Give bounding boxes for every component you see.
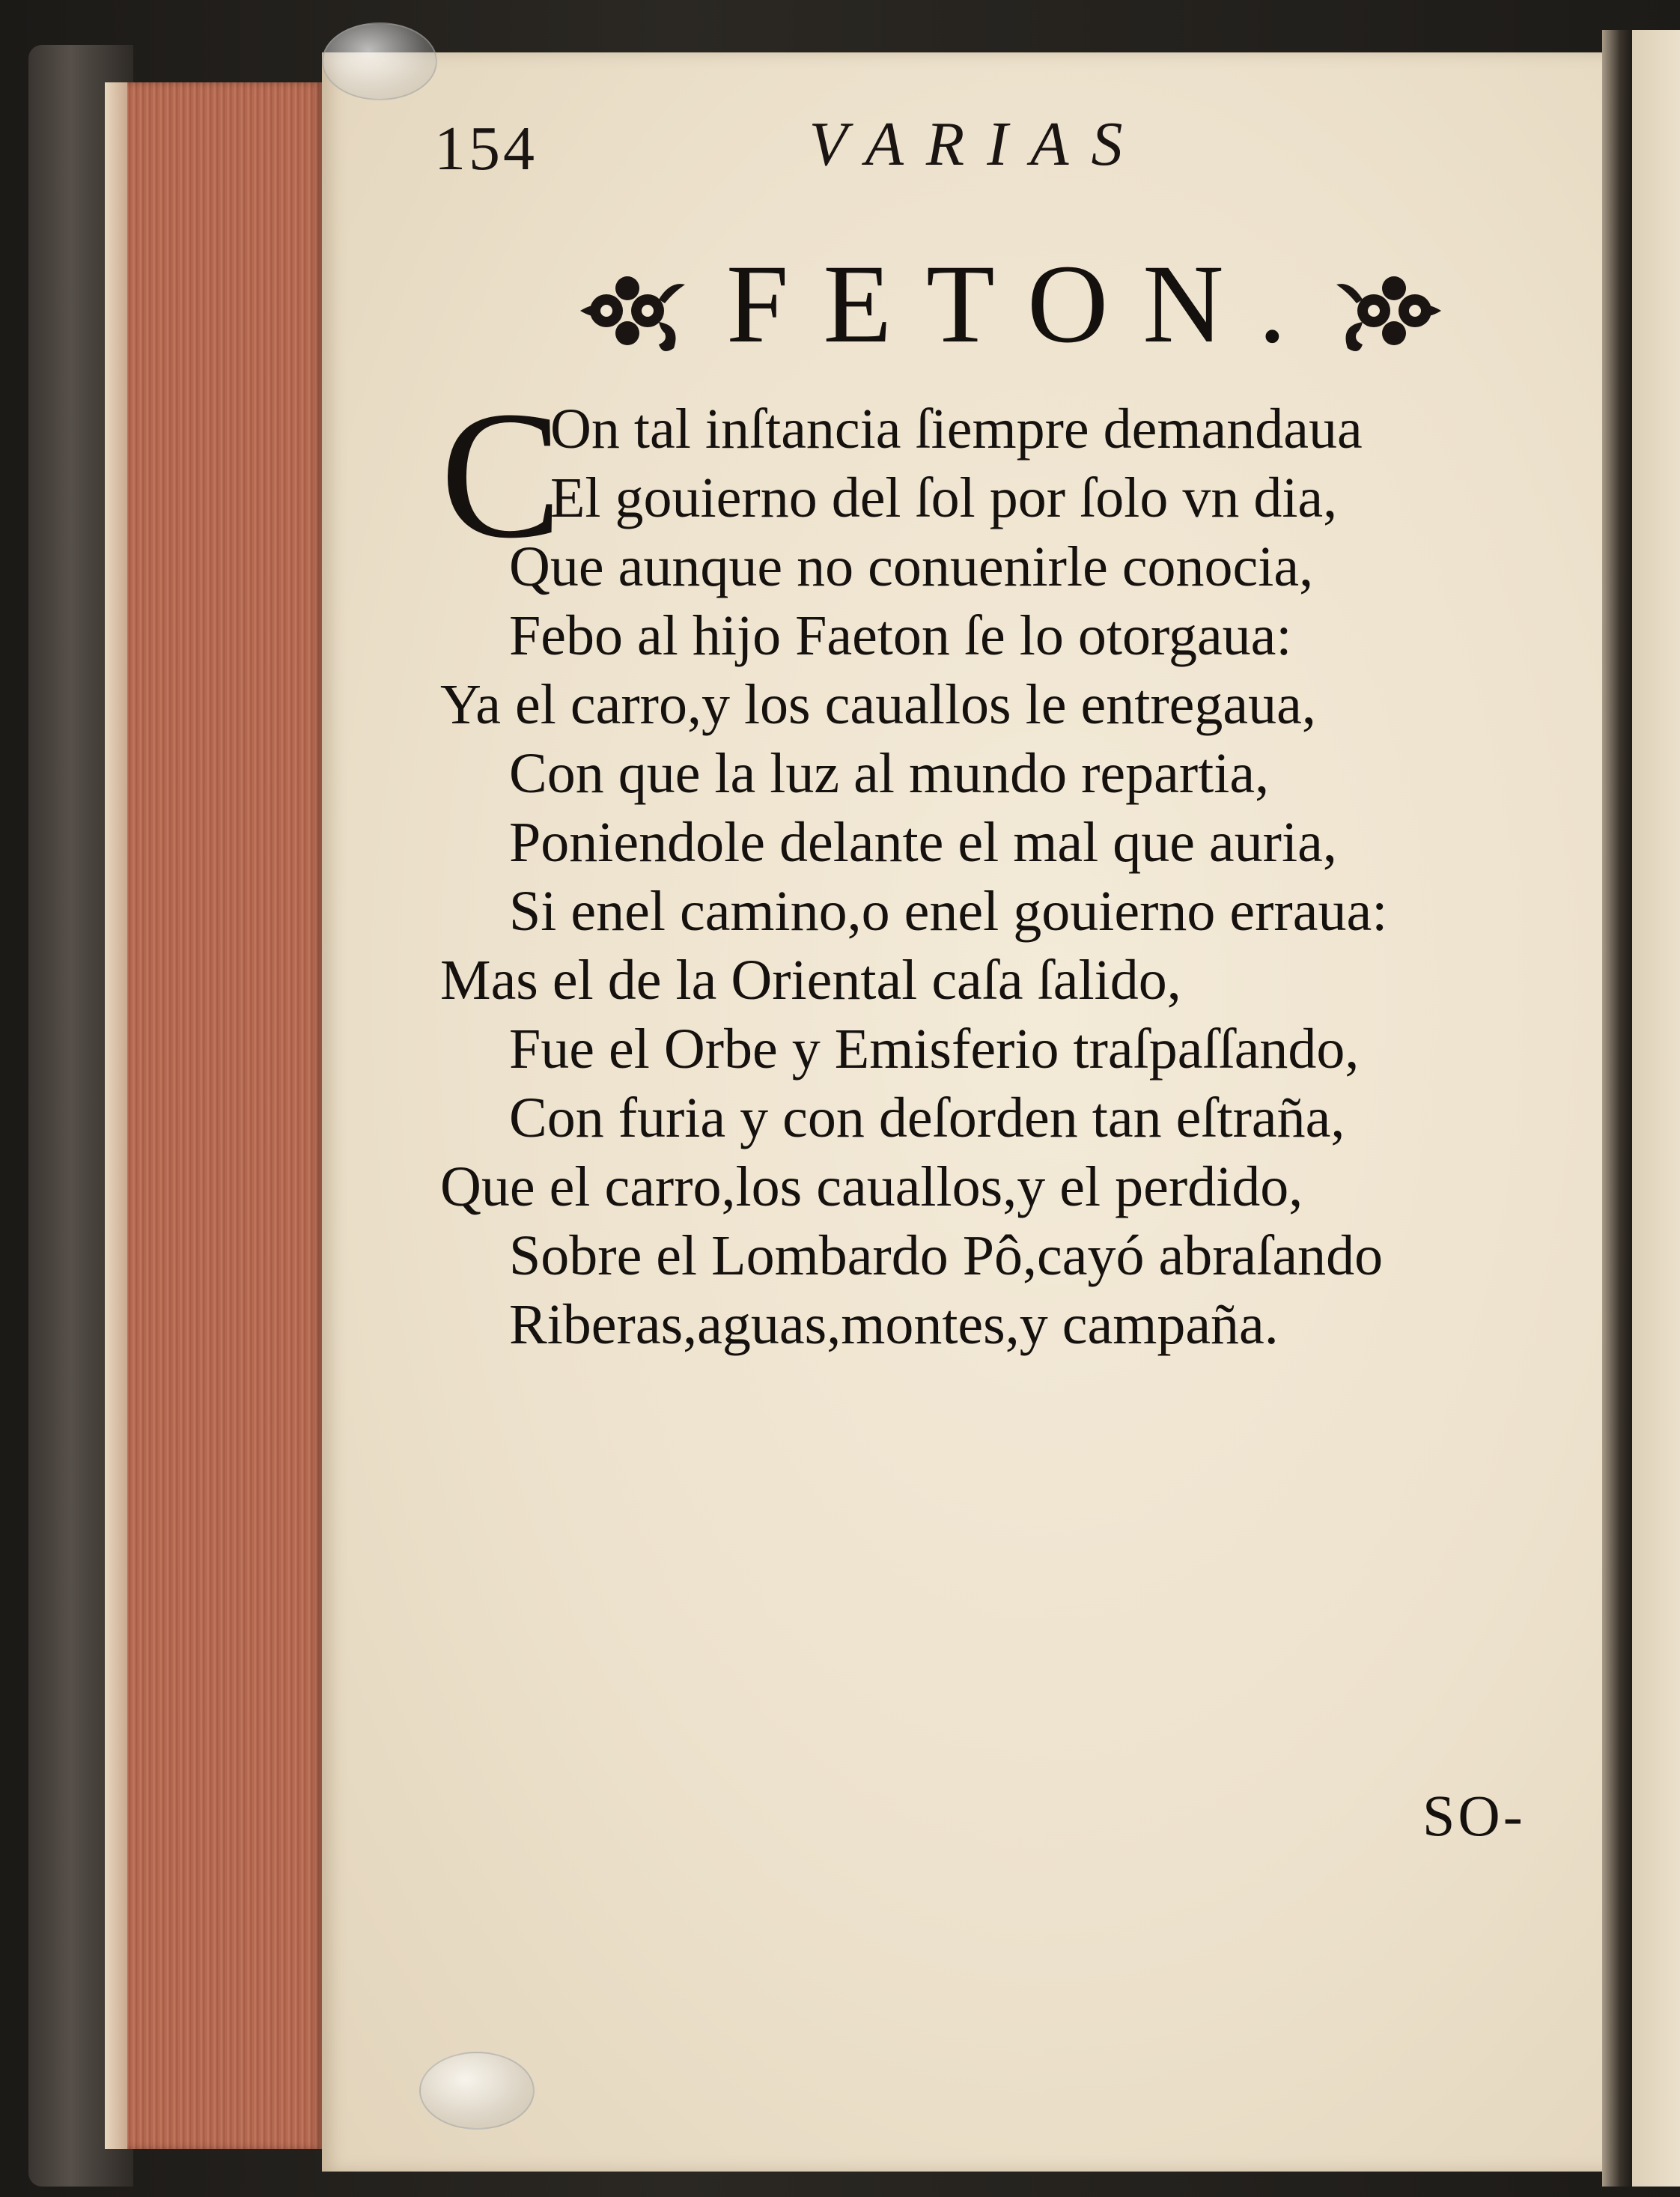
book-gutter [1602,30,1632,2187]
running-head: VARIAS [809,109,1145,179]
glass-clip-bottom [419,2052,535,2130]
poem-line: Febo al hijo Faeton ſe lo otorgaua: [509,604,1292,667]
poem-line: Si enel camino,o enel gouierno erraua: [509,880,1388,943]
drop-cap: C [440,374,562,576]
glass-clip-top [322,22,437,100]
poem-line: Mas el de la Oriental caſa ſalido, [440,949,1181,1012]
poem-line: Fue el Orbe y Emisferio traſpaſſando, [509,1018,1360,1081]
poem-line: Poniendole delante el mal que auria, [509,811,1337,874]
page-header [434,105,1520,187]
poem-line: El gouierno del ſol por ſolo vn dia, [550,467,1338,529]
page-number: 154 [434,114,538,183]
poem-line: Riberas,aguas,montes,y campaña. [509,1293,1279,1356]
poem-line: Que el carro,los cauallos,y el perdido, [440,1155,1303,1218]
facing-page-edge [1632,30,1680,2187]
poem-line: On tal inſtancia ſiempre demandaua [550,398,1363,461]
poem-title-block [576,240,1445,374]
poem-line: Ya el carro,y los cauallos le entregaua, [440,673,1316,736]
poem-line: Que aunque no conuenirle conocia, [509,535,1314,598]
poem-title: FETON. [726,242,1321,366]
fore-edge [105,82,322,2149]
fleuron-ornament-icon [1333,258,1445,363]
poem-line: Con furia y con deſorden tan eſtraña, [509,1087,1345,1149]
poem-line: Con que la luz al mundo repartia, [509,742,1270,805]
catchword: SO- [1422,1783,1526,1848]
poem-line: Sobre el Lombardo Pô,cayó abraſando [509,1224,1384,1287]
fleuron-ornament-icon [576,258,689,363]
